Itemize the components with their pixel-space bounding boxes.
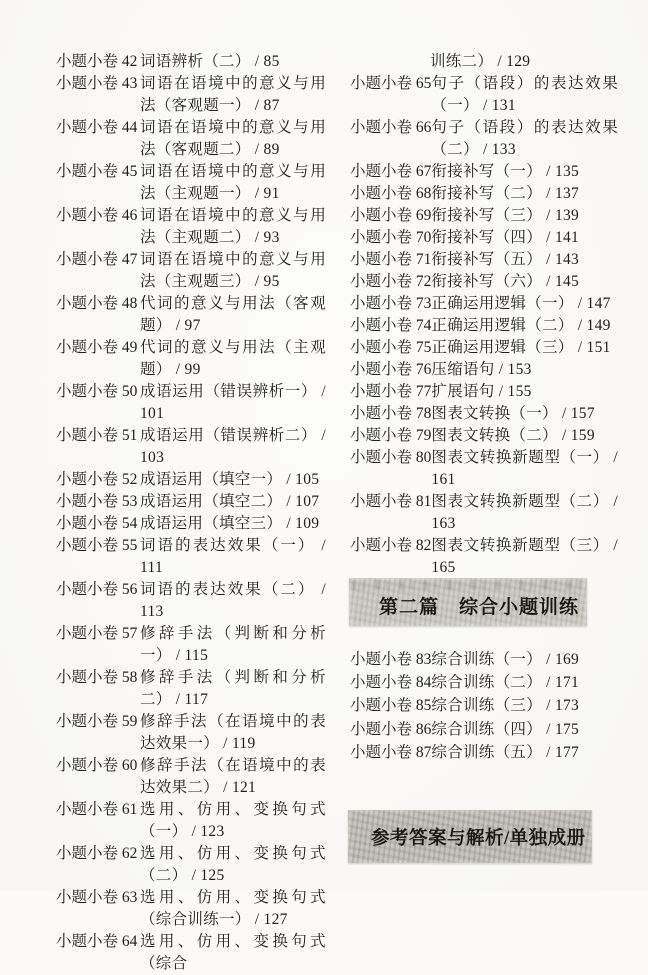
entry-label: 小题小卷 76 — [350, 361, 432, 378]
toc-entry — [350, 447, 618, 491]
entry-label: 小题小卷 85 — [350, 697, 432, 715]
entry-label: 小题小卷 63 — [56, 889, 138, 906]
toc-entry — [350, 117, 618, 161]
entry-label: 小题小卷 51 — [56, 427, 138, 444]
section2-heading: 第二篇 综合小题训练 — [379, 596, 580, 618]
entry-label: 小题小卷 46 — [56, 207, 138, 224]
entry-label — [350, 51, 430, 73]
entry-title: 衔接补写（三） / 139 — [431, 207, 580, 224]
toc-entry — [56, 887, 326, 931]
entry-label: 小题小卷 81 — [350, 493, 432, 510]
entry-label: 小题小卷 68 — [350, 185, 432, 202]
entry-label: 小题小卷 65 — [350, 75, 432, 92]
toc-entry — [56, 513, 326, 535]
entry-label: 小题小卷 80 — [350, 449, 432, 466]
entry-title: 衔接补写（五） / 143 — [431, 251, 580, 268]
entry-title: 扩展语句 / 155 — [431, 383, 532, 400]
answer-sheet-label: 参考答案与解析/单独成册 — [371, 828, 586, 849]
toc-entry — [350, 648, 618, 671]
entry-title: 词语的表达效果（二） / 113 — [140, 581, 326, 620]
entry-title: 正确运用逻辑（二） / 149 — [431, 317, 611, 334]
entry-title: 综合训练（三） / 173 — [431, 697, 580, 715]
toc-entry — [56, 491, 326, 513]
toc-entry — [350, 403, 618, 425]
toc-entry — [56, 667, 326, 711]
toc-entry — [56, 469, 326, 491]
toc-entry — [56, 117, 326, 161]
entry-label: 小题小卷 72 — [350, 273, 432, 290]
entry-label: 小题小卷 75 — [350, 339, 432, 356]
toc-entry — [350, 425, 618, 447]
entry-label: 小题小卷 69 — [350, 207, 432, 224]
entry-title: 代词的意义与用法（主观题） / 99 — [140, 339, 326, 378]
entry-title: 图表文转换（一） / 157 — [431, 405, 595, 422]
entry-label: 小题小卷 66 — [350, 119, 432, 136]
section2-entry-list — [350, 648, 618, 764]
entry-label: 小题小卷 52 — [56, 471, 138, 488]
toc-entry — [56, 799, 326, 843]
entry-title: 修辞手法（判断和分析二） / 117 — [140, 669, 326, 708]
toc-entry — [56, 623, 326, 667]
entry-label: 小题小卷 44 — [56, 119, 138, 136]
toc-entry — [350, 718, 618, 741]
toc-entry — [56, 293, 326, 337]
entry-label: 小题小卷 86 — [350, 720, 432, 738]
entry-label: 小题小卷 84 — [350, 674, 432, 692]
entry-title: 成语运用（填空三） / 109 — [140, 515, 320, 532]
entry-label: 小题小卷 82 — [350, 537, 432, 554]
entry-title: 词语辨析（二） / 85 — [140, 53, 280, 70]
entry-label: 小题小卷 60 — [56, 757, 138, 774]
entry-title: 选用、仿用、变换句式（综合训练一） / 127 — [140, 889, 326, 928]
entry-title: 综合训练（一） / 169 — [431, 651, 580, 668]
entry-title: 选用、仿用、变换句式（综合 — [140, 933, 326, 972]
entry-title: 词语在语境中的意义与用法（客观题二） / 89 — [140, 119, 326, 158]
toc-entry — [350, 337, 618, 359]
entry-title: 综合训练（四） / 175 — [431, 720, 580, 738]
entry-title: 选用、仿用、变换句式（一） / 123 — [140, 801, 326, 840]
entry-label: 小题小卷 47 — [56, 251, 138, 268]
entry-title: 正确运用逻辑（三） / 151 — [431, 339, 611, 356]
toc-entry — [350, 249, 618, 271]
entry-title: 图表文转换新题型（三） / 165 — [431, 537, 618, 576]
entry-label: 小题小卷 79 — [350, 427, 432, 444]
entry-title: 词语的表达效果（一） / 111 — [140, 537, 326, 576]
entry-title: 词语在语境中的意义与用法（主观题二） / 93 — [140, 207, 326, 246]
entry-title: 图表文转换新题型（二） / 163 — [431, 493, 618, 532]
entry-label: 小题小卷 57 — [56, 625, 138, 642]
toc-entry — [350, 671, 618, 694]
entry-label: 小题小卷 74 — [350, 317, 432, 334]
entry-label: 小题小卷 49 — [56, 339, 138, 356]
entry-title: 词语在语境中的意义与用法（主观题一） / 91 — [140, 163, 326, 202]
entry-title: 成语运用（填空二） / 107 — [140, 493, 320, 510]
toc-column-left — [56, 51, 326, 975]
toc-entry — [56, 535, 326, 579]
entry-label: 小题小卷 45 — [56, 163, 138, 180]
entry-title: 训练二） / 129 — [430, 53, 531, 70]
entry-label: 小题小卷 58 — [56, 669, 138, 686]
entry-title: 成语运用（填空一） / 105 — [140, 471, 320, 488]
entry-label: 小题小卷 54 — [56, 515, 138, 532]
entry-title: 图表文转换新题型（一） / 161 — [431, 449, 618, 488]
entry-title: 句子（语段）的表达效果（一） / 131 — [431, 75, 618, 114]
entry-title: 正确运用逻辑（一） / 147 — [431, 295, 611, 312]
entry-label: 小题小卷 50 — [56, 383, 138, 400]
toc-entry — [350, 315, 618, 337]
entry-label: 小题小卷 87 — [350, 743, 432, 761]
entry-title: 衔接补写（四） / 141 — [431, 229, 580, 246]
toc-entry — [350, 535, 618, 579]
entry-title: 句子（语段）的表达效果（二） / 133 — [431, 119, 618, 158]
entry-label: 小题小卷 78 — [350, 405, 432, 422]
entry-title: 词语在语境中的意义与用法（客观题一） / 87 — [140, 75, 326, 114]
entry-label: 小题小卷 73 — [350, 295, 432, 312]
toc-column-right — [350, 51, 618, 579]
entry-title: 成语运用（错误辨析二） / 103 — [140, 427, 326, 466]
answer-sheet-box — [348, 810, 592, 863]
entry-title: 修辞手法（在语境中的表达效果一） / 119 — [140, 713, 326, 752]
toc-entry — [350, 491, 618, 535]
toc-entry — [350, 227, 618, 249]
toc-entry — [56, 711, 326, 755]
entry-label: 小题小卷 62 — [56, 845, 138, 862]
ink-bleed-smudge — [351, 580, 581, 590]
entry-label: 小题小卷 56 — [56, 581, 138, 598]
toc-entry — [350, 694, 618, 717]
toc-entry — [56, 931, 326, 975]
entry-title: 修辞手法（在语境中的表达效果二） / 121 — [140, 757, 326, 796]
entry-title: 词语在语境中的意义与用法（主观题三） / 95 — [140, 251, 326, 290]
toc-entry — [56, 755, 326, 799]
entry-title: 成语运用（错误辨析一） / 101 — [140, 383, 326, 422]
toc-entry — [350, 381, 618, 403]
toc-entry — [56, 249, 326, 293]
toc-entry — [56, 161, 326, 205]
entry-label: 小题小卷 64 — [56, 933, 138, 950]
entry-title: 修辞手法（判断和分析一） / 115 — [140, 625, 326, 664]
entry-label: 小题小卷 42 — [56, 53, 138, 70]
entry-label: 小题小卷 48 — [56, 295, 138, 312]
toc-entry — [56, 205, 326, 249]
toc-entry — [350, 205, 618, 227]
toc-entry — [56, 579, 326, 623]
toc-entry — [56, 843, 326, 887]
entry-title: 压缩语句 / 153 — [431, 361, 532, 378]
entry-title: 衔接补写（六） / 145 — [431, 273, 580, 290]
toc-entry — [56, 337, 326, 381]
toc-entry — [350, 359, 618, 381]
entry-label: 小题小卷 61 — [56, 801, 138, 818]
section2-heading-box — [349, 578, 587, 626]
toc-entry — [350, 161, 618, 183]
entry-label: 小题小卷 43 — [56, 75, 138, 92]
toc-entry — [56, 425, 326, 469]
entry-label: 小题小卷 77 — [350, 383, 432, 400]
entry-title: 衔接补写（二） / 137 — [431, 185, 580, 202]
toc-entry — [350, 741, 618, 764]
entry-label: 小题小卷 55 — [56, 537, 138, 554]
entry-title: 综合训练（五） / 177 — [431, 743, 580, 761]
entry-title: 图表文转换（二） / 159 — [431, 427, 595, 444]
entry-label: 小题小卷 53 — [56, 493, 138, 510]
toc-entry — [350, 73, 618, 117]
toc-entry — [350, 51, 618, 73]
entry-title: 衔接补写（一） / 135 — [431, 163, 580, 180]
toc-entry — [350, 293, 618, 315]
toc-entry — [350, 271, 618, 293]
toc-entry — [56, 51, 326, 73]
toc-entry — [56, 73, 326, 117]
entry-label: 小题小卷 83 — [350, 651, 432, 668]
entry-title: 综合训练（二） / 171 — [431, 674, 580, 692]
entry-title: 代词的意义与用法（客观题） / 97 — [140, 295, 326, 334]
toc-entry — [350, 183, 618, 205]
entry-label: 小题小卷 59 — [56, 713, 138, 730]
entry-label: 小题小卷 67 — [350, 163, 432, 180]
entry-label: 小题小卷 71 — [350, 251, 432, 268]
toc-entry — [56, 381, 326, 425]
entry-title: 选用、仿用、变换句式（二） / 125 — [140, 845, 326, 884]
entry-label: 小题小卷 70 — [350, 229, 432, 246]
